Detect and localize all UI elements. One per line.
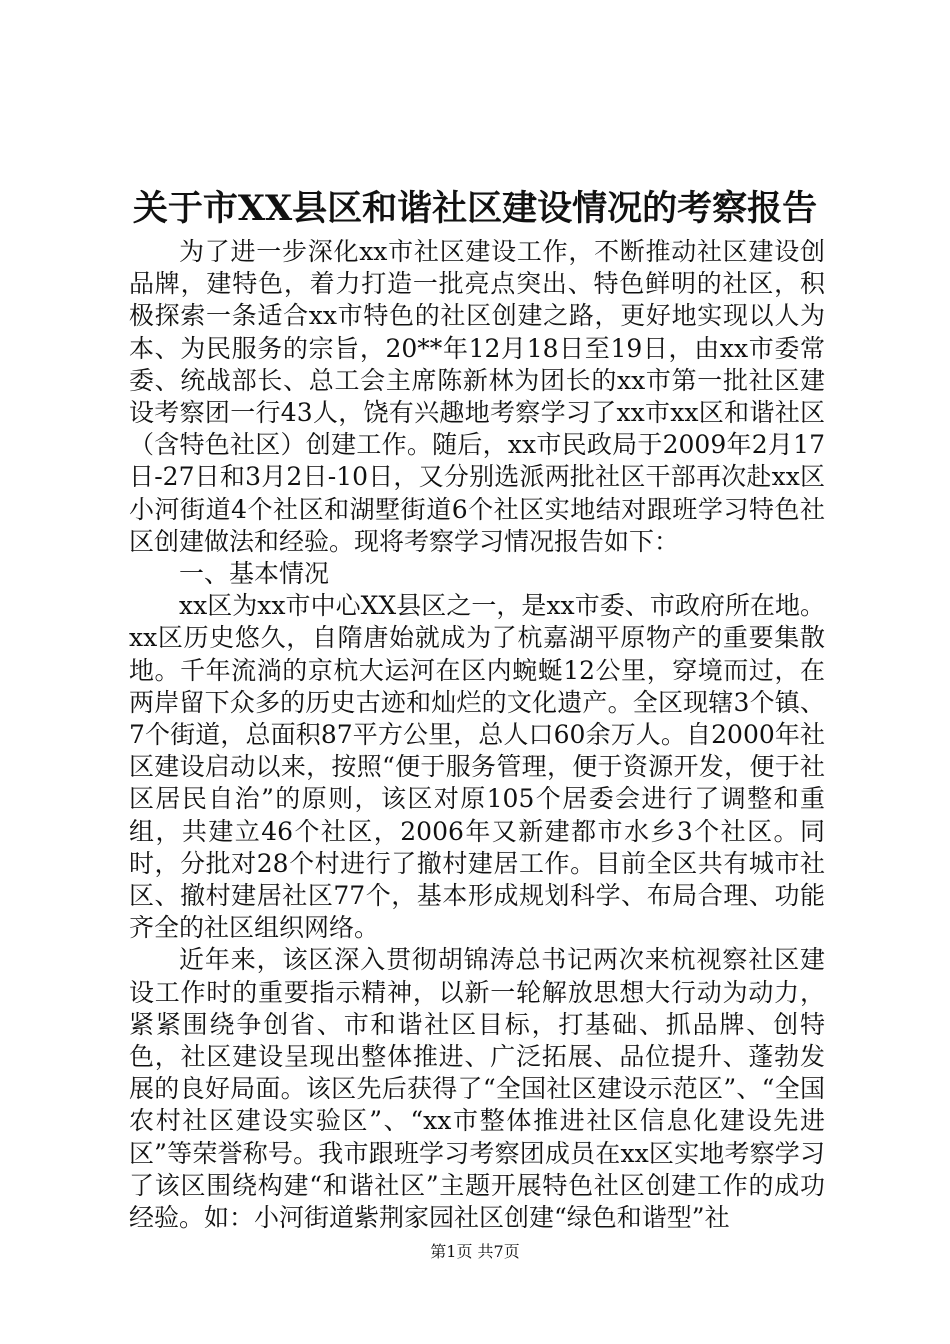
paragraph-basic-situation: xx区为xx市中心XX县区之一，是xx市委、市政府所在地。xx区历史悠久，自隋唐始就成为了杭嘉湖平原物产的重要集散地。千年流淌的京杭大运河在区内蜿蜒12公里，穿境而过，在两岸留下众多的历史古迹和灿烂的文化遗产。全区现辖3个镇、7个街道，总面积87平方公里，总人口60余万人。自2000年社区建设启动以来，按照“便于服务管理，便于资源开发，便于社区居民自治”的原则，该区对原105个居委会进行了调整和重组，共建立46个社区，2006年又新建都市水乡3个社区。同时，分批对28个村进行了撤村建居工作。目前全区共有城市社区、撤村建居社区77个，基本形成规划科学、布局合理、功能齐全的社区组织网络。 <box>129 591 825 943</box>
page-footer <box>0 1240 950 1264</box>
document-title: 关于市XX县区和谐社区建设情况的考察报告 <box>132 188 818 229</box>
paragraph-intro: 为了进一步深化xx市社区建设工作，不断推动社区建设创品牌，建特色，着力打造一批亮点突出、特色鲜明的社区，积极探索一条适合xx市特色的社区创建之路，更好地实现以人为本、为民服务的宗旨，20**年12月18日至19日，由xx市委常委、统战部长、总工会主席陈新林为团长的xx市第一批社区建设考察团一行43人，饶有兴趣地考察学习了xx市xx区和谐社区（含特色社区）创建工作。随后，xx市民政局于2009年2月17日-27日和3月2日-10日，又分别选派两批社区干部再次赴xx区小河街道4个社区和湖墅街道6个社区实地结对跟班学习特色社区创建做法和经验。现将考察学习情况报告如下： <box>129 237 825 556</box>
document-body <box>129 236 825 1234</box>
paragraph-recent-years: 近年来，该区深入贯彻胡锦涛总书记两次来杭视察社区建设工作时的重要指示精神，以新一轮解放思想大行动为动力，紧紧围绕争创省、市和谐社区目标，打基础、抓品牌、创特色，社区建设呈现出整体推进、广泛拓展、品位提升、蓬勃发展的良好局面。该区先后获得了“全国社区建设示范区”、“全国农村社区建设实验区”、“xx市整体推进社区信息化建设先进区”等荣誉称号。我市跟班学习考察团成员在xx区实地考察学习了该区围绕构建“和谐社区”主题开展特色社区创建工作的成功经验。如：小河街道紫荆家园社区创建“绿色和谐型”社 <box>129 945 825 1233</box>
page-number-label: 第1页 共7页 <box>430 1242 520 1261</box>
section-heading-basic-situation: 一、基本情况 <box>179 559 330 589</box>
